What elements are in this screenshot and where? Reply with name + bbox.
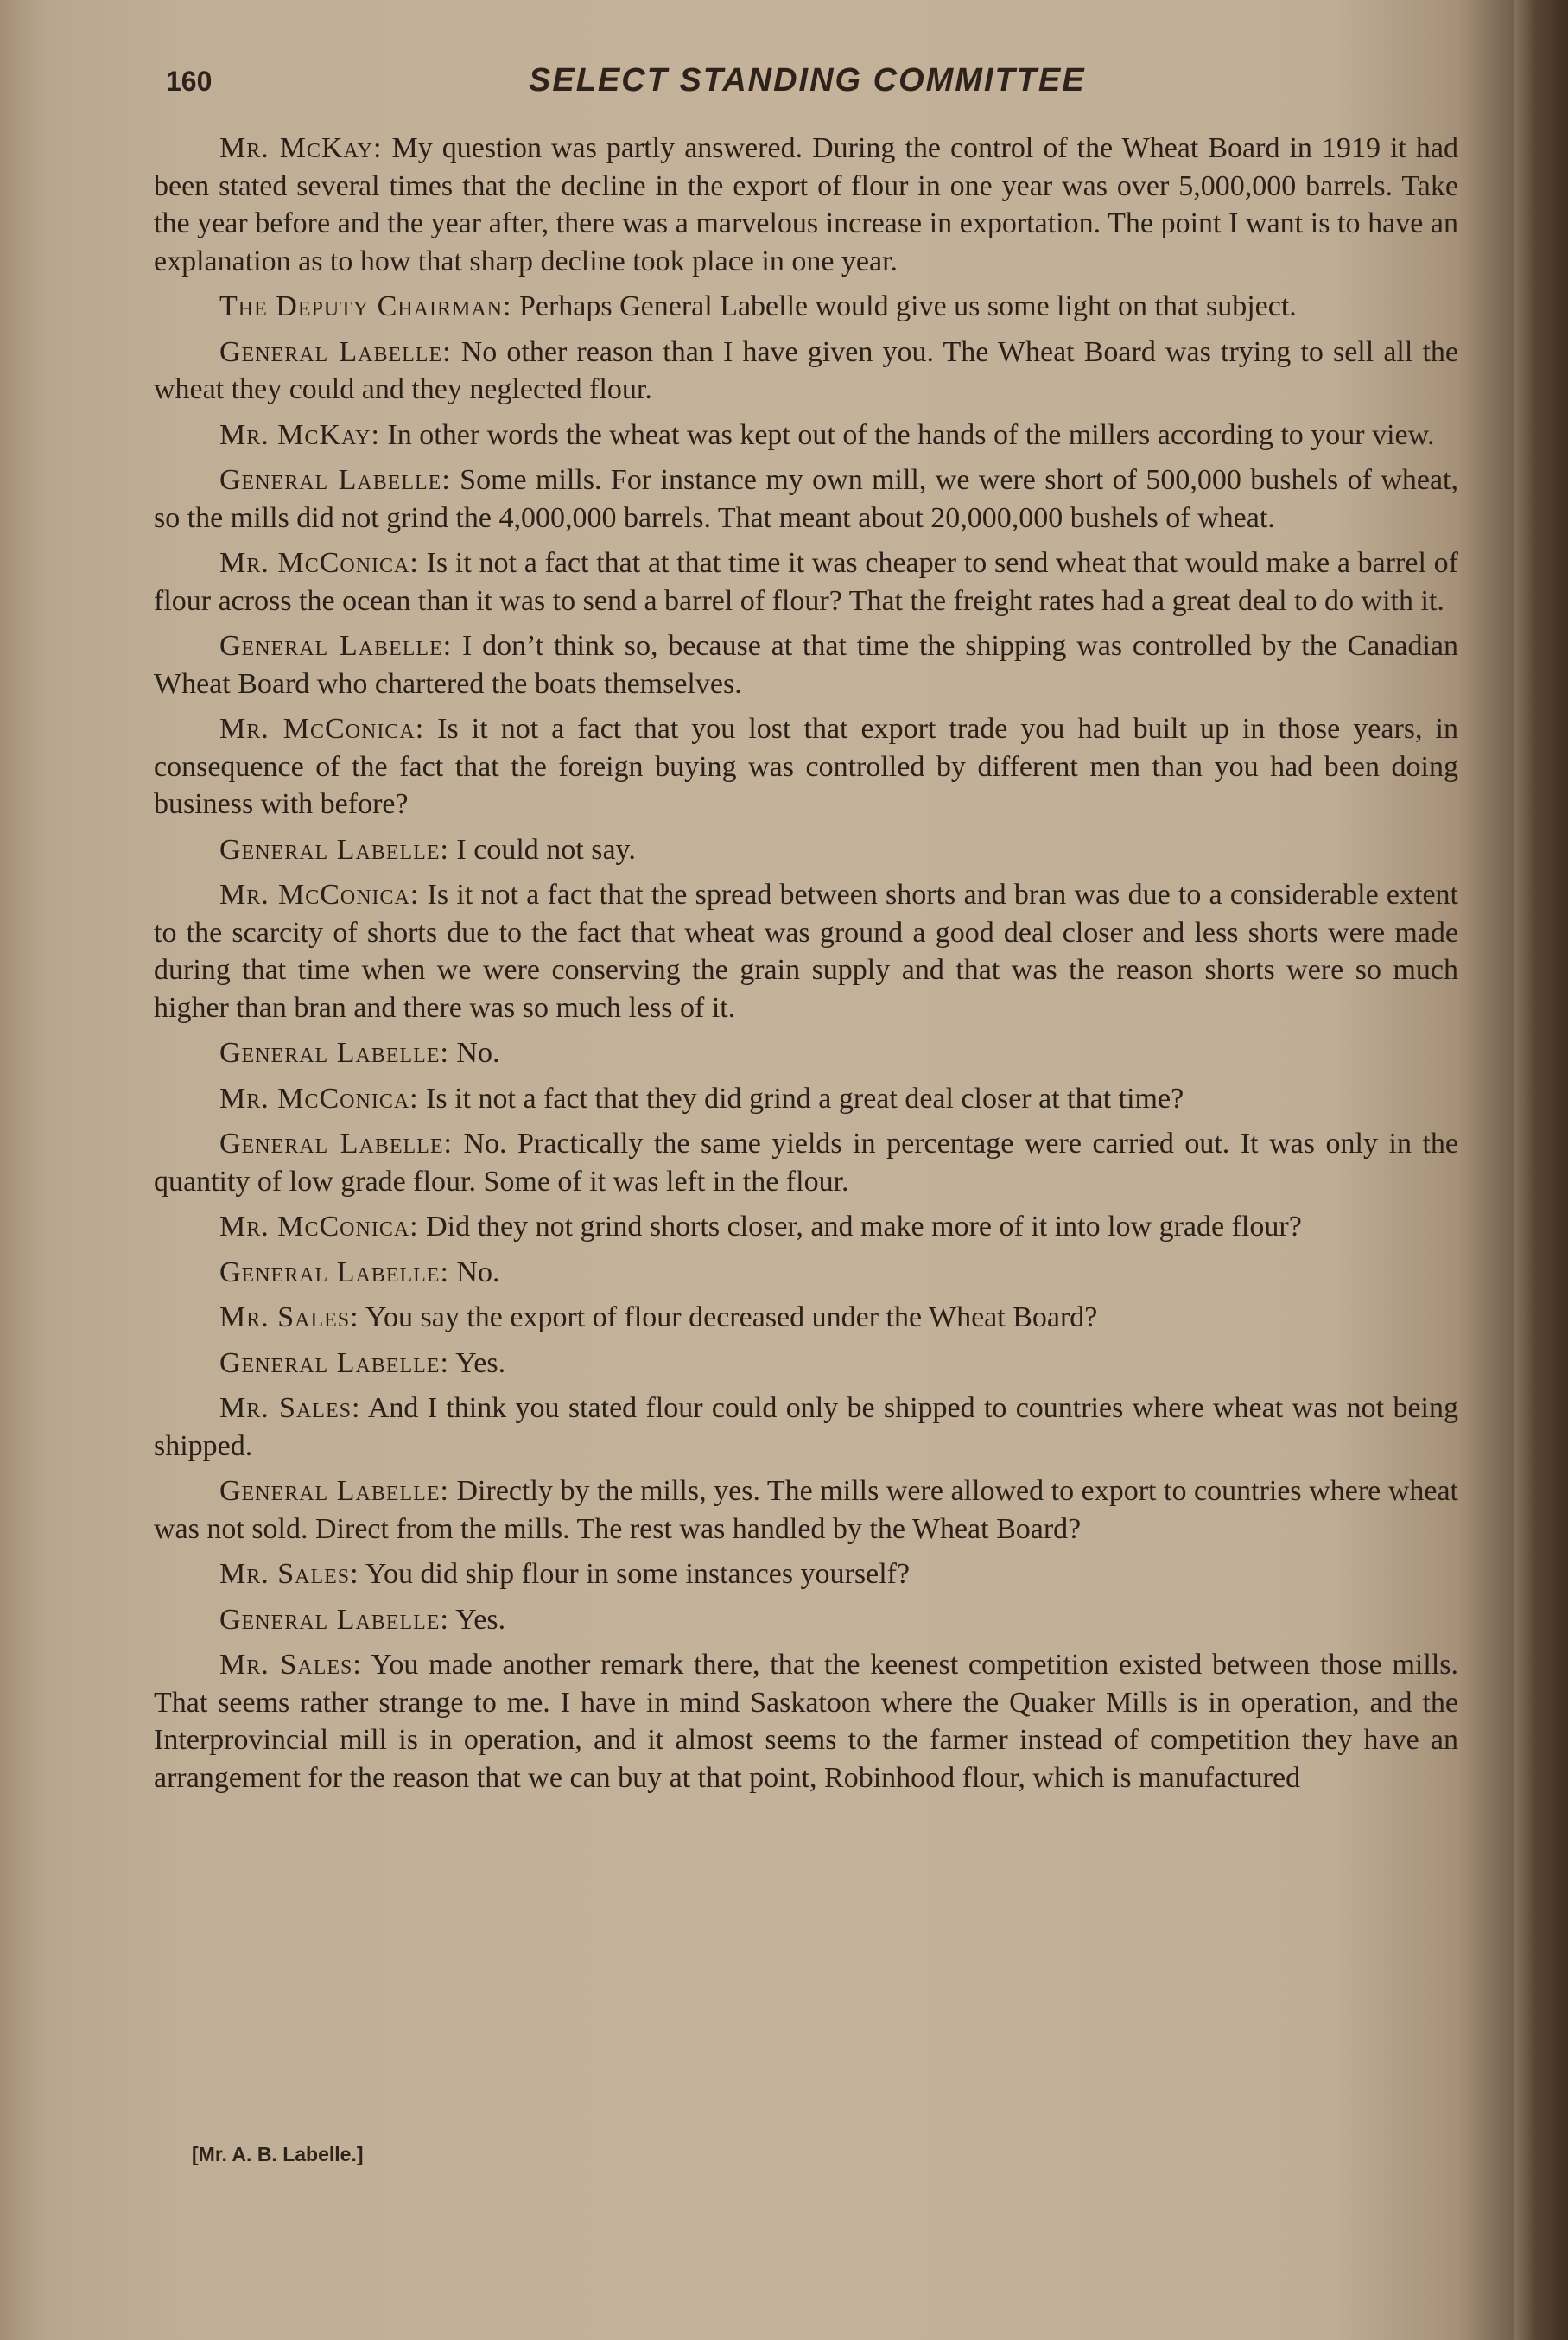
speaker-name: Mr. McConica: — [219, 1082, 419, 1115]
speaker-name: General Labelle: — [219, 335, 452, 368]
speaker-name: General Labelle: — [219, 833, 449, 866]
speaker-name: General Labelle: — [219, 1256, 449, 1288]
speaker-name: The Deputy Chairman: — [219, 290, 512, 322]
speech-text: No. Practically the same yields in percentage were carried out. It was only in the quantity of low grade flour. Some of it was left in the flour. — [154, 1128, 1459, 1198]
transcript-paragraph — [154, 1601, 1458, 1639]
speaker-name: Mr. Sales: — [219, 1558, 359, 1590]
speaker-name: General Labelle: — [219, 1603, 449, 1636]
speaker-name: Mr. McConica: — [219, 713, 425, 745]
transcript-paragraph — [154, 1345, 1458, 1383]
transcript-paragraph — [154, 544, 1458, 620]
transcript-paragraph — [154, 627, 1458, 703]
transcript-paragraph — [154, 1125, 1458, 1200]
speech-text: No other reason than I have given you. The Wheat Board was trying to sell all the wheat they could and they neglected flour. — [154, 335, 1458, 405]
speech-text: Some mills. For instance my own mill, we were short of 500,000 bushels of wheat, so the mills did not grind the 4,000,000 barrels. That meant about 20,000,000 bushels of wheat. — [154, 464, 1459, 534]
speaker-name: Mr. McConica: — [219, 547, 419, 579]
speech-text: My question was partly answered. During the control of the Wheat Board in 1919 it had been stated several times that the decline in the export of flour in one year was over 5,000,000 barrels. Take the year before and the year after, there was a marvelous increase in exportation. The point I want is to have an explanation as to how that sharp decline took place in one year. — [154, 132, 1458, 277]
page-number: 160 — [166, 66, 213, 97]
speech-text: And I think you stated flour could only be shipped to countries where wheat was not being shipped. — [154, 1392, 1458, 1462]
speech-text: Is it not a fact that they did grind a great deal closer at that time? — [418, 1082, 1184, 1115]
speaker-name: Mr. Sales: — [219, 1392, 361, 1424]
speech-text: I don’t think so, because at that time the shipping was controlled by the Canadian Wheat Board who chartered the boats themselves. — [154, 630, 1458, 700]
speech-text: Is it not a fact that the spread between shorts and bran was due to a considerable extent to the scarcity of shorts due to the fact that wheat was ground a good deal closer and less shorts were made during that time when we were conserving the grain supply and that was the reason shorts were so much higher than bran and there was so much less of it. — [154, 879, 1458, 1024]
speech-text: You made another remark there, that the keenest competition existed between those mills. That seems rather strange to me. I have in mind Saskatoon where the Quaker Mills is in operation, and the Interprovincial mill is in operation, and it almost seems to the farmer instead of competition they have an arrangement for the reason that we can buy at that point, Robinhood flour, which is manufactured — [154, 1649, 1458, 1794]
speaker-name: General Labelle: — [219, 1346, 449, 1379]
speaker-name: General Labelle: — [219, 630, 453, 662]
speech-text: In other words the wheat was kept out of the hands of the millers according to your view. — [379, 418, 1435, 451]
transcript-paragraph — [154, 1389, 1458, 1465]
speech-text: Is it not a fact that at that time it was cheaper to send wheat that would make a barrel of flour across the ocean than it was to send a barrel of flour? That the freight rates had a great deal to do with it. — [154, 547, 1458, 617]
transcript-paragraph — [154, 1034, 1458, 1072]
speaker-name: Mr. Sales: — [219, 1301, 359, 1333]
speaker-name: General Labelle: — [219, 1128, 453, 1160]
transcript-paragraph — [154, 130, 1458, 280]
speaker-name: General Labelle: — [219, 1037, 449, 1069]
transcript-paragraph — [154, 710, 1458, 823]
speech-text: Did they not grind shorts closer, and make more of it into low grade flour? — [418, 1211, 1302, 1243]
speaker-name: Mr. Sales: — [219, 1649, 362, 1681]
witness-footer: [Mr. A. B. Labelle.] — [192, 2143, 364, 2165]
transcript-paragraph — [154, 1555, 1458, 1593]
transcript-paragraph — [154, 1208, 1458, 1246]
speaker-name: General Labelle: — [219, 1475, 449, 1507]
transcript-paragraph — [154, 1646, 1458, 1796]
transcript-paragraph — [154, 416, 1458, 455]
transcript-paragraph — [154, 876, 1458, 1027]
transcript-paragraph — [154, 461, 1458, 537]
speaker-name: Mr. McConica: — [219, 879, 420, 911]
transcript-paragraph — [154, 1080, 1458, 1118]
transcript-paragraph — [154, 831, 1458, 869]
running-title: SELECT STANDING COMMITTEE — [529, 62, 1086, 99]
transcript-paragraph — [154, 334, 1458, 409]
speaker-name: Mr. McConica: — [219, 1211, 419, 1243]
transcript-paragraph — [154, 1472, 1458, 1548]
book-spine-shadow — [1514, 0, 1568, 2340]
transcript-paragraph — [154, 1254, 1458, 1292]
transcript-body — [154, 130, 1458, 1804]
speech-text: No. — [448, 1037, 500, 1069]
speech-text: Is it not a fact that you lost that export trade you had built up in those years, in consequence of the fact that the foreign buying was controlled by different men than you had been doing business with before? — [154, 713, 1458, 820]
speech-text: You did ship flour in some instances yourself? — [359, 1558, 911, 1590]
speaker-name: Mr. McKay: — [219, 132, 383, 164]
speaker-name: General Labelle: — [219, 464, 451, 496]
transcript-paragraph — [154, 1299, 1458, 1337]
speech-text: You say the export of flour decreased under the Wheat Board? — [359, 1301, 1098, 1333]
speaker-name: Mr. McKay: — [219, 418, 380, 451]
speech-text: Yes. — [448, 1346, 506, 1379]
speech-text: I could not say. — [448, 833, 636, 866]
page-header — [166, 59, 1462, 111]
speech-text: No. — [448, 1256, 500, 1288]
transcript-paragraph — [154, 288, 1458, 326]
speech-text: Perhaps General Labelle would give us some light on that subject. — [511, 290, 1297, 322]
speech-text: Directly by the mills, yes. The mills were allowed to export to countries where wheat was not sold. Direct from the mills. The rest was handled by the Wheat Board? — [154, 1475, 1458, 1545]
speech-text: Yes. — [448, 1603, 506, 1636]
